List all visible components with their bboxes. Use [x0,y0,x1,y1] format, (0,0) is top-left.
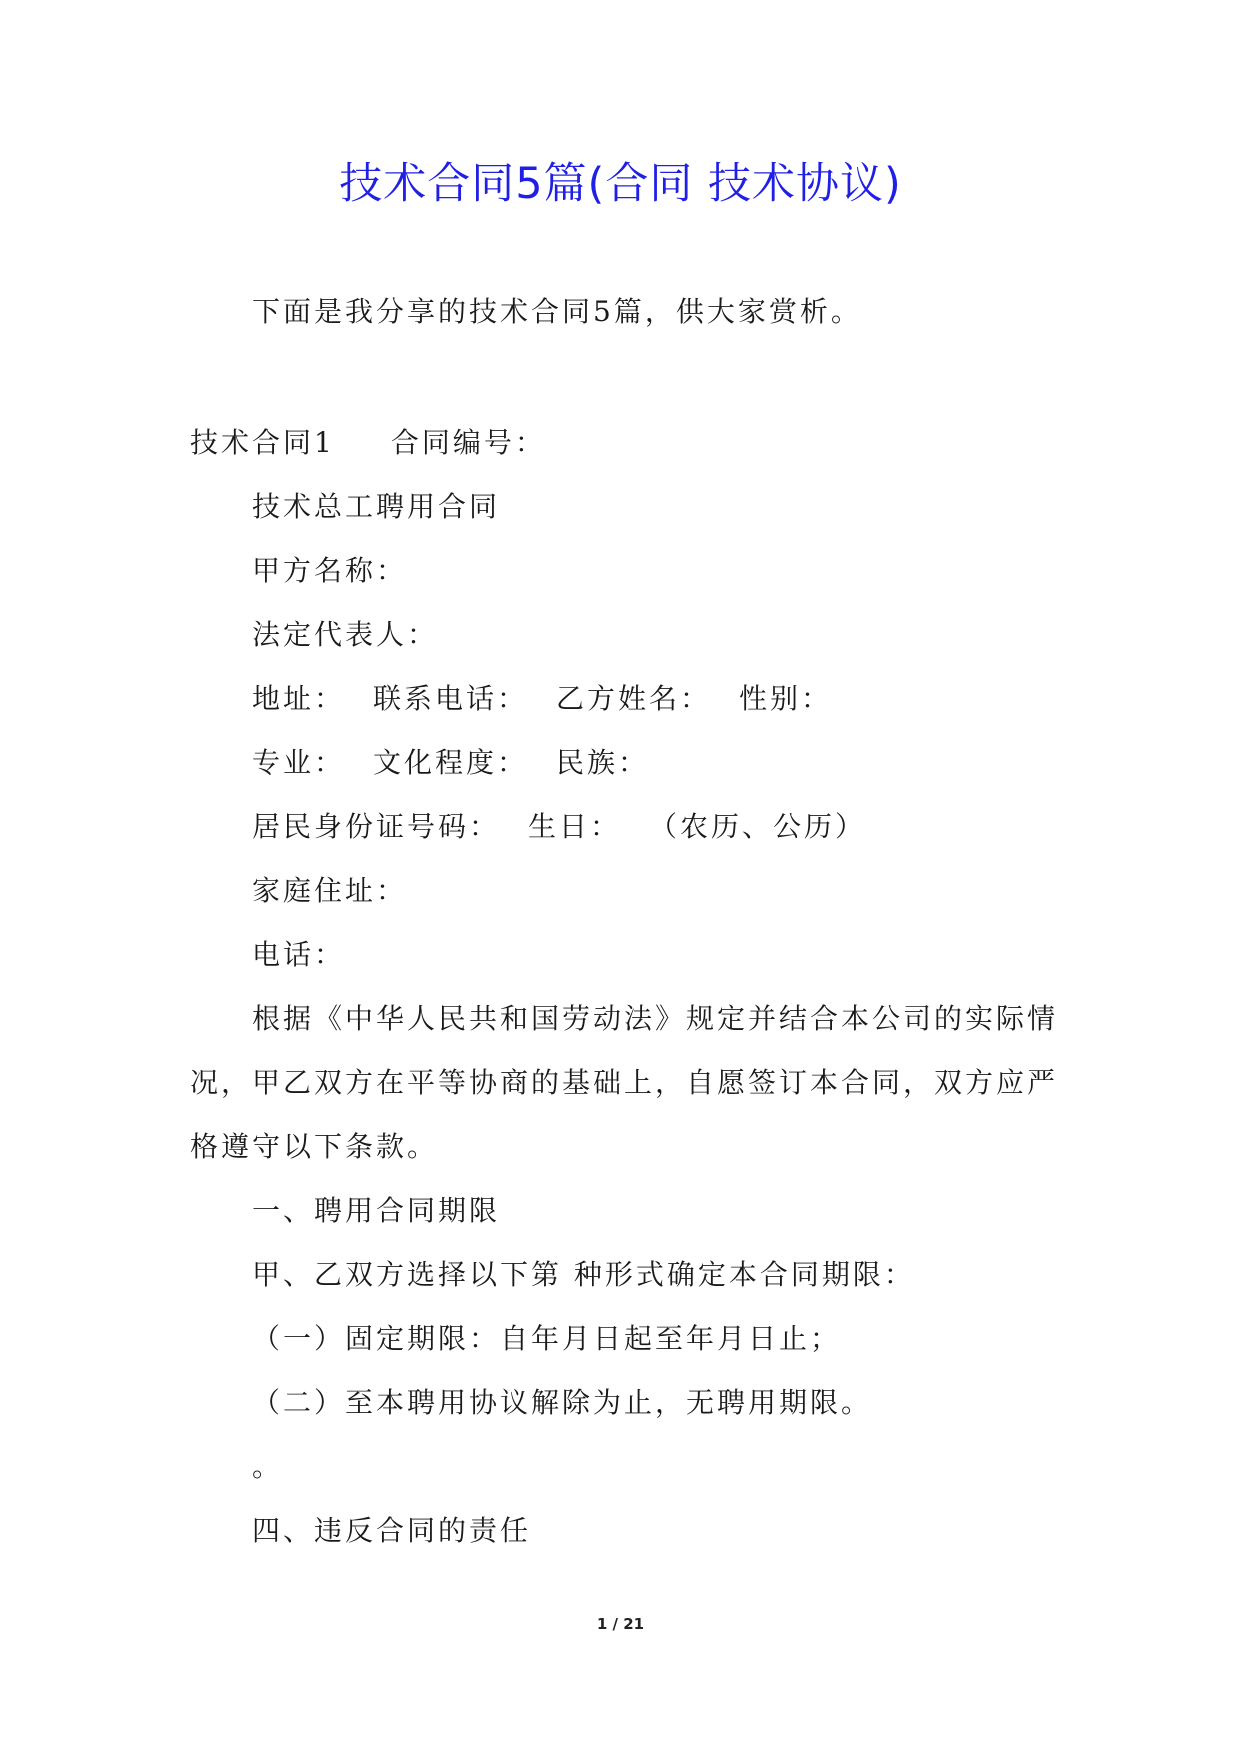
paragraph-line: 格遵守以下条款。 [190,1130,439,1163]
address-label: 地址： [252,682,346,715]
phone-label: 联系电话： [373,682,529,715]
legal-rep-label: 法定代表人： [252,618,439,651]
ethnicity-label: 民族： [556,746,650,779]
contract-title: 技术合同1 [190,426,335,459]
contract-name: 技术总工聘用合同 [252,490,501,523]
option-no-term: （二）至本聘用协议解除为止，无聘用期限。 [252,1386,873,1419]
party-a-name-label: 甲方名称： [252,554,408,587]
document-title: 技术合同5篇(合同 技术协议) [339,159,902,209]
contact-line [252,682,833,715]
page-number: 1 / 21 [596,1615,645,1633]
gender-label: 性别： [739,682,833,715]
contract-heading [190,426,546,459]
birthday-label: 生日： [528,810,622,843]
contract-number-label: 合同编号： [390,426,546,459]
education-label: 文化程度： [373,746,529,779]
intro-paragraph: 下面是我分享的技术合同5篇，供大家赏析。 [252,295,862,328]
paragraph-line: 况，甲乙双方在平等协商的基础上，自愿签订本合同，双方应严 [190,1066,1059,1099]
calendar-type-label: （农历、公历） [649,810,867,843]
home-address-label: 家庭住址： [252,874,408,907]
option-fixed-term: （一）固定期限：自年月日起至年月日止； [252,1322,842,1355]
id-number-label: 居民身份证号码： [252,810,501,843]
major-label: 专业： [252,746,346,779]
id-line [252,810,867,843]
term-choice-text: 甲、乙双方选择以下第 种形式确定本合同期限： [252,1258,915,1291]
telephone-label: 电话： [252,938,346,971]
education-line [252,746,650,779]
party-b-name-label: 乙方姓名： [556,682,712,715]
section-heading-term: 一、聘用合同期限 [252,1194,501,1227]
section-heading-breach: 四、违反合同的责任 [252,1514,532,1547]
stray-period: 。 [252,1450,284,1483]
paragraph-line: 根据《中华人民共和国劳动法》规定并结合本公司的实际情 [252,1002,1059,1035]
